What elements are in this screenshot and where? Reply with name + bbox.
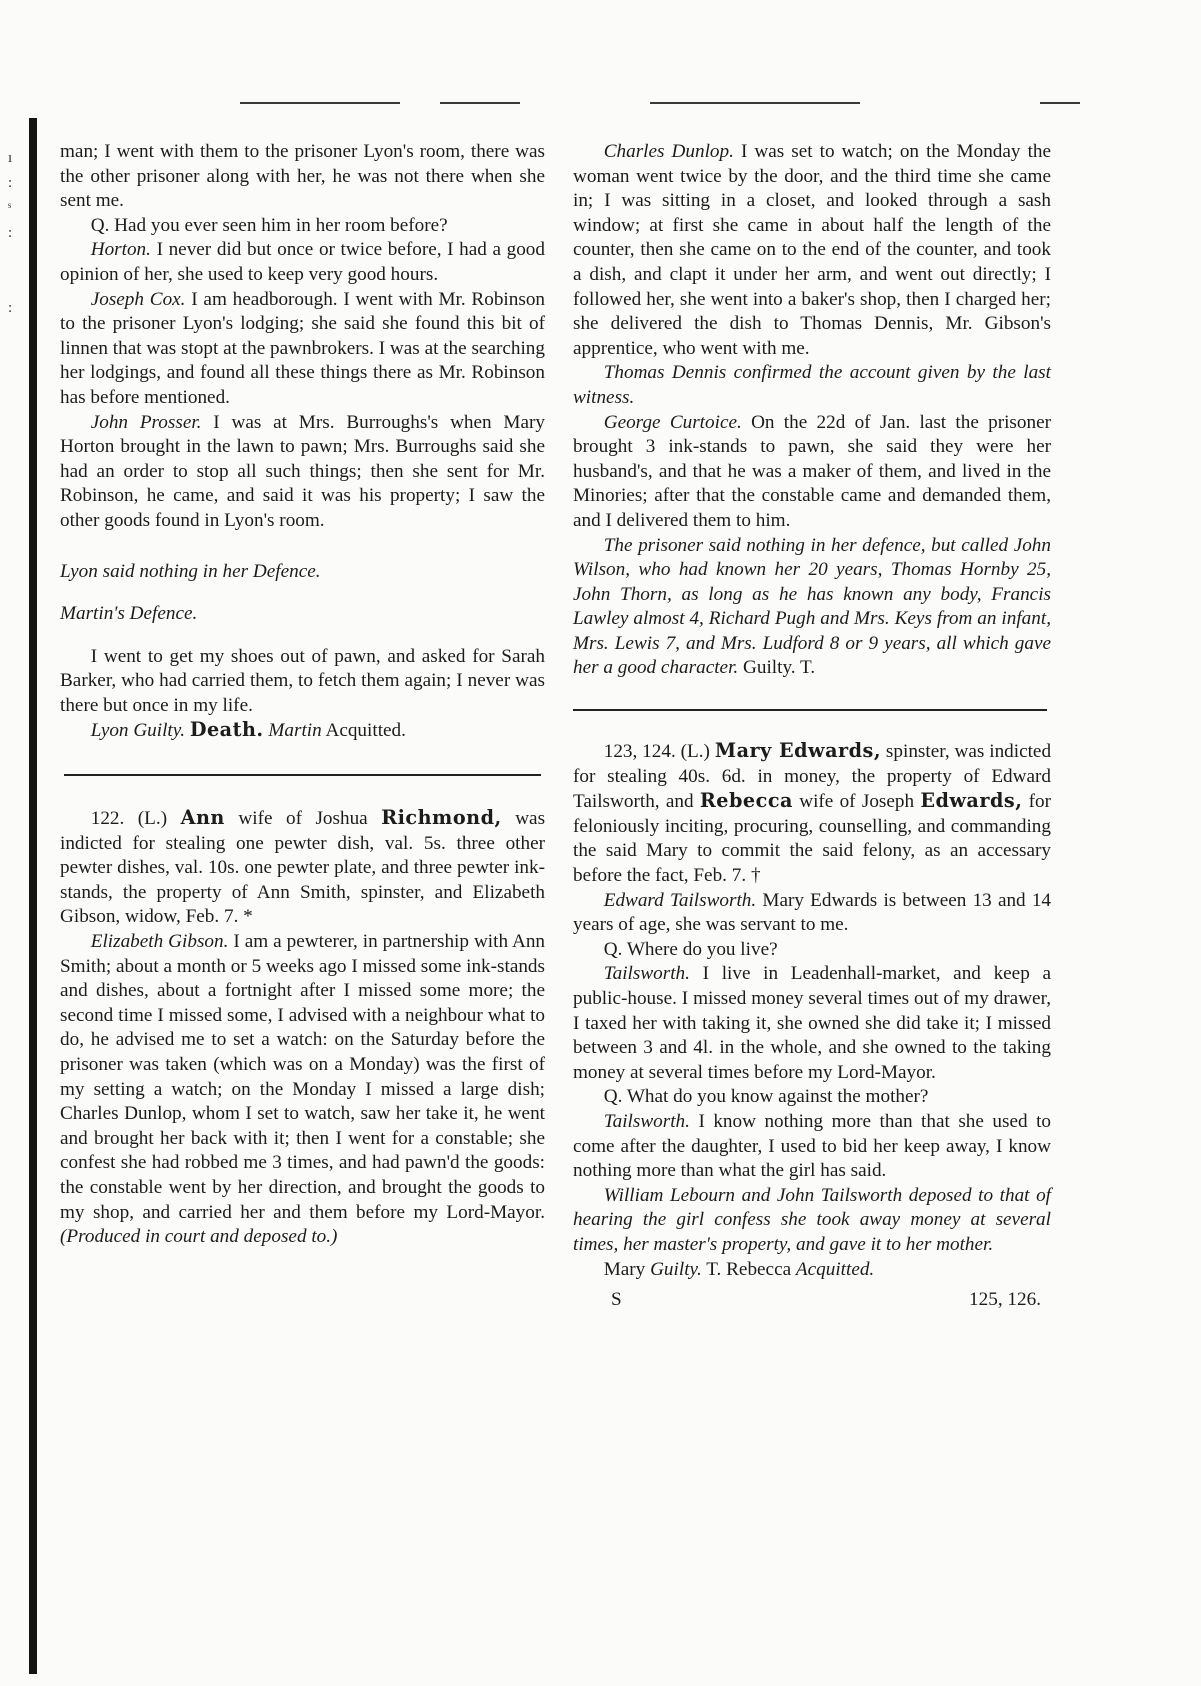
indictment: 122. (L.) Ann wife of Joshua Richmond, was indicted for stealing one pewter dish, val. 5s. three other pewter dishes, val. 10s. one pewter plate, and three pewter ink-stands, the property of Ann Smith, spinster, and Elizabeth Gibson, widow, Feb. 7. *	[60, 806, 546, 928]
testimony-text: I am headborough. I went with Mr. Robinson to the prisoner Lyon's lodging; she said she found this bit of linnen that was stopt at the pawnbrokers. I was at the searching her lodgings, and found all these things there as Mr. Robinson has before mentioned.	[60, 288, 546, 408]
speaker: Joseph Cox.	[90, 288, 186, 310]
header-rule	[1040, 102, 1080, 104]
section-rule	[573, 709, 1047, 711]
catchword: 125, 126.	[969, 1289, 1041, 1311]
binding-edge	[29, 118, 37, 1674]
testimony: Elizabeth Gibson. I am a pewterer, in partnership with Ann Smith; about a month or 5 weeks ago I missed some ink-stands and dishes, about a fortnight after I missed some more; the second time I missed some, I advised with a neighbour what to do, he advised me to set a watch: on the Saturday before the prisoner was taken (which was on a Monday) was the first of my setting a watch; on the Monday I missed a large dish; Charles Dunlop, whom I set to watch, saw her take it, he went and brought her back with it; then I went for a constable; she confest she had robbed me 3 times, and had pawn'd the goods: the constable went by her direction, and brought the goods to my shop, and carried her and them before my Lord-Mayor. (Produced in court and deposed to.)	[60, 931, 546, 1248]
testimony-text: I am a pewterer, in partnership with Ann Smith; about a month or 5 weeks ago I missed some ink-stands and dishes, about a fortnight after I missed some more; the second time I missed some, I advised with a neighbour what to do, he advised me to set a watch: on the Saturday before the prisoner was taken (which was on a Monday) was the first of my setting a watch; on the Monday I missed a large dish; Charles Dunlop, whom I set to watch, saw her take it, he went and brought her back with it; then I went for a constable; she confest she had robbed me 3 times, and had pawn'd the goods: the constable went by her direction, and brought the goods to my shop, and carried her and them before my Lord-Mayor.	[60, 931, 546, 1223]
testimony	[573, 1110, 1051, 1184]
testimony-text: I was set to watch; on the Monday the woman went twice by the door, and the third time she came in; I was sitting in a closet, and looked through a sash window; at first she came in about half the length of the counter, then she came on to the end of the counter, and took a dish, and clapt it under her arm, and went out directly; I followed her, she went into a baker's shop, then I charged her; she delivered the dish to Thomas Dennis, Mr. Gibson's apprentice, who went with me.	[573, 141, 1052, 359]
question: Q. Where do you live?	[603, 938, 778, 960]
testimony	[573, 411, 1051, 534]
testimony-text: I was at Mrs. Burroughs's when Mary Horton brought in the lawn to pawn; Mrs. Burroughs said she had an order to stop all such things; then she sent for Mr. Robinson, he came, and said it was his property; I saw the other goods found in Lyon's room.	[60, 411, 545, 531]
speaker: Elizabeth Gibson.	[90, 931, 229, 953]
defence-heading: Martin's Defence.	[60, 603, 198, 625]
testimony-text: On the 22d of Jan. last the prisoner brought 3 ink-stands to pawn, she said they were her husband's, and that he was a maker of them, and lived in the Minories; after that the constable came and demanded them, and I delivered them to him.	[573, 411, 1051, 531]
speaker: Tailsworth.	[603, 963, 690, 985]
speaker: Tailsworth.	[603, 1110, 690, 1132]
testimony-text: I know nothing more than that she used to come after the daughter, I used to bid her keep away, I know nothing more than what the girl has said.	[573, 1110, 1051, 1182]
testimony	[60, 238, 545, 287]
verdict: Lyon Guilty. Death. Martin Acquitted.	[90, 718, 406, 742]
header-rule	[650, 102, 860, 104]
case-mark: †	[750, 865, 761, 887]
speaker: Charles Dunlop.	[603, 141, 734, 162]
testimony	[573, 962, 1051, 1085]
margin-mark: ı	[8, 150, 13, 166]
case-number: 122. (L.)	[90, 808, 168, 830]
defence-text: I went to get my shoes out of pawn, and asked for Sarah Barker, who had carried them, to fetch them again; I never was there but once in my life.	[60, 645, 545, 716]
testimony-text: Mary Edwards is between 13 and 14 years of age, she was servant to me.	[573, 889, 1052, 936]
left-column	[60, 140, 545, 1250]
right-column	[573, 140, 1051, 1313]
character-witnesses: The prisoner said nothing in her defence, but called John Wilson, who had known her 20 years, Thomas Hornby 25, John Thorn, as long as he has known any body, Francis Lawley almost 4, Richard Pugh and Mrs. Keys from an infant, Mrs. Lewis 7, and Mrs. Ludford 8 or 9 years, all which gave her a good character. Guilty. T.	[573, 534, 1051, 679]
signature-mark: S	[611, 1289, 622, 1311]
case-number: 123, 124. (L.)	[603, 741, 710, 763]
question: Q. Had you ever seen him in her room before?	[90, 214, 448, 236]
testimony	[573, 140, 1051, 361]
paragraph: man; I went with them to the prisoner Lyon's room, there was the other prisoner along with her, he was not there when she sent me.	[60, 141, 545, 212]
margin-mark: :	[8, 175, 13, 191]
margin-mark: :	[8, 300, 13, 316]
testimony-text: I live in Leadenhall-market, and keep a public-house. I missed money several times out of my drawer, I taxed her with taking it, she owned she did take it; I missed between 3 and 4l. in the whole, and she owned to the taking money at several times before my Lord-Mayor.	[573, 963, 1052, 1083]
testimony-text: I never did but once or twice before, I had a good opinion of her, she used to keep very good hours.	[60, 239, 545, 285]
question: Q. What do you know against the mother?	[603, 1086, 929, 1108]
note: Thomas Dennis confirmed the account given by the last witness.	[573, 362, 1051, 408]
case-mark: *	[243, 906, 253, 928]
section-rule	[64, 774, 541, 776]
speaker: Horton.	[90, 239, 151, 261]
testimony	[60, 288, 545, 411]
defence-note: Lyon said nothing in her Defence.	[60, 560, 321, 582]
verdict: Mary Guilty. T. Rebecca Acquitted.	[603, 1258, 875, 1280]
page-footer	[573, 1288, 1051, 1313]
indictment: 123, 124. (L.) Mary Edwards, spinster, was indicted for stealing 40s. 6d. in money, the property of Edward Tailsworth, and Rebecca wife of Joseph Edwards, for feloniously inciting, procuring, counselling, and commanding the said Mary to commit the said felony, as an accessary before the fact, Feb. 7. †	[573, 739, 1052, 887]
speaker: Edward Tailsworth.	[603, 889, 757, 911]
margin-mark: ˢ	[8, 200, 12, 216]
margin-mark: :	[8, 225, 13, 241]
testimony	[60, 411, 545, 534]
header-rule	[440, 102, 520, 104]
sentence: Death.	[189, 718, 264, 742]
testimony	[573, 889, 1051, 938]
deposition-note: William Lebourn and John Tailsworth deposed to that of hearing the girl confess she took away money at several times, her master's property, and gave it to her mother.	[573, 1184, 1051, 1255]
header-rule	[240, 102, 400, 104]
speaker: George Curtoice.	[603, 411, 742, 433]
speaker: John Prosser.	[90, 411, 202, 433]
verdict: Guilty. T.	[743, 657, 816, 679]
